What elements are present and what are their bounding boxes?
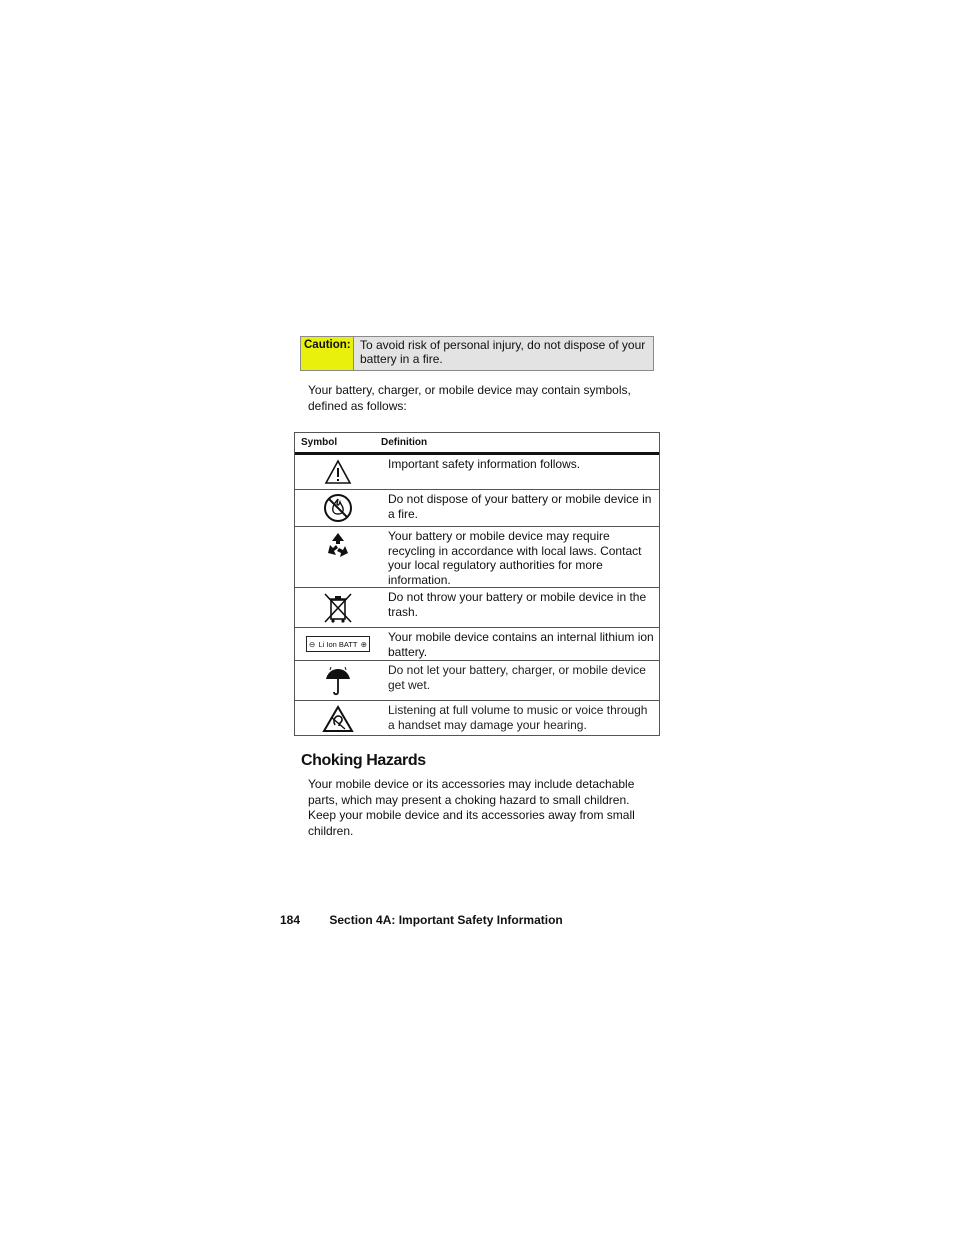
row-definition: Your mobile device contains an internal lithium ion battery. bbox=[388, 630, 654, 659]
symbol-table bbox=[294, 432, 660, 736]
table-row bbox=[295, 587, 659, 627]
no-fire-icon bbox=[323, 493, 353, 523]
caution-label: Caution: bbox=[301, 337, 354, 370]
minus-icon: ⊖ bbox=[309, 639, 316, 649]
choking-paragraph: Your mobile device or its accessories may include detachable parts, which may present a choking hazard to small children. Keep your mobile device and its accessories away from small children. bbox=[308, 777, 635, 838]
li-ion-battery-icon bbox=[306, 636, 370, 652]
page-number: 184 bbox=[280, 913, 301, 927]
recycle-icon bbox=[324, 531, 352, 559]
row-definition: Do not dispose of your battery or mobile device in a fire. bbox=[388, 492, 652, 521]
intro-paragraph: Your battery, charger, or mobile device may contain symbols, defined as follows: bbox=[308, 383, 631, 413]
crossed-bin-icon bbox=[321, 591, 355, 625]
section-heading: Choking Hazards bbox=[301, 752, 426, 769]
header-symbol: Symbol bbox=[301, 437, 338, 448]
table-row bbox=[295, 526, 659, 587]
row-definition: Do not throw your battery or mobile device in the trash. bbox=[388, 590, 647, 619]
header-definition: Definition bbox=[381, 437, 428, 448]
row-definition: Listening at full volume to music or voice through a handset may damage your hearing. bbox=[388, 703, 648, 732]
table-row bbox=[295, 700, 659, 736]
row-definition: Your battery or mobile device may require recycling in accordance with local laws. Contact your local regulatory authorities for more information. bbox=[388, 529, 642, 587]
plus-icon: ⊕ bbox=[360, 639, 367, 649]
hearing-warning-icon bbox=[322, 705, 354, 733]
section-title: Section 4A: Important Safety Information bbox=[329, 913, 563, 927]
table-row bbox=[295, 489, 659, 526]
table-header bbox=[295, 433, 659, 455]
caution-box bbox=[300, 336, 654, 371]
caution-text: To avoid risk of personal injury, do not dispose of your battery in a fire. bbox=[360, 338, 646, 366]
table-row bbox=[295, 455, 659, 489]
liion-label: Li Ion BATT bbox=[318, 639, 358, 649]
table-row bbox=[295, 627, 659, 660]
page-footer bbox=[280, 913, 563, 927]
warning-triangle-icon bbox=[324, 459, 352, 485]
row-definition: Important safety information follows. bbox=[388, 457, 581, 471]
umbrella-icon bbox=[324, 665, 352, 697]
row-definition: Do not let your battery, charger, or mobile device get wet. bbox=[388, 663, 646, 692]
table-row bbox=[295, 660, 659, 700]
